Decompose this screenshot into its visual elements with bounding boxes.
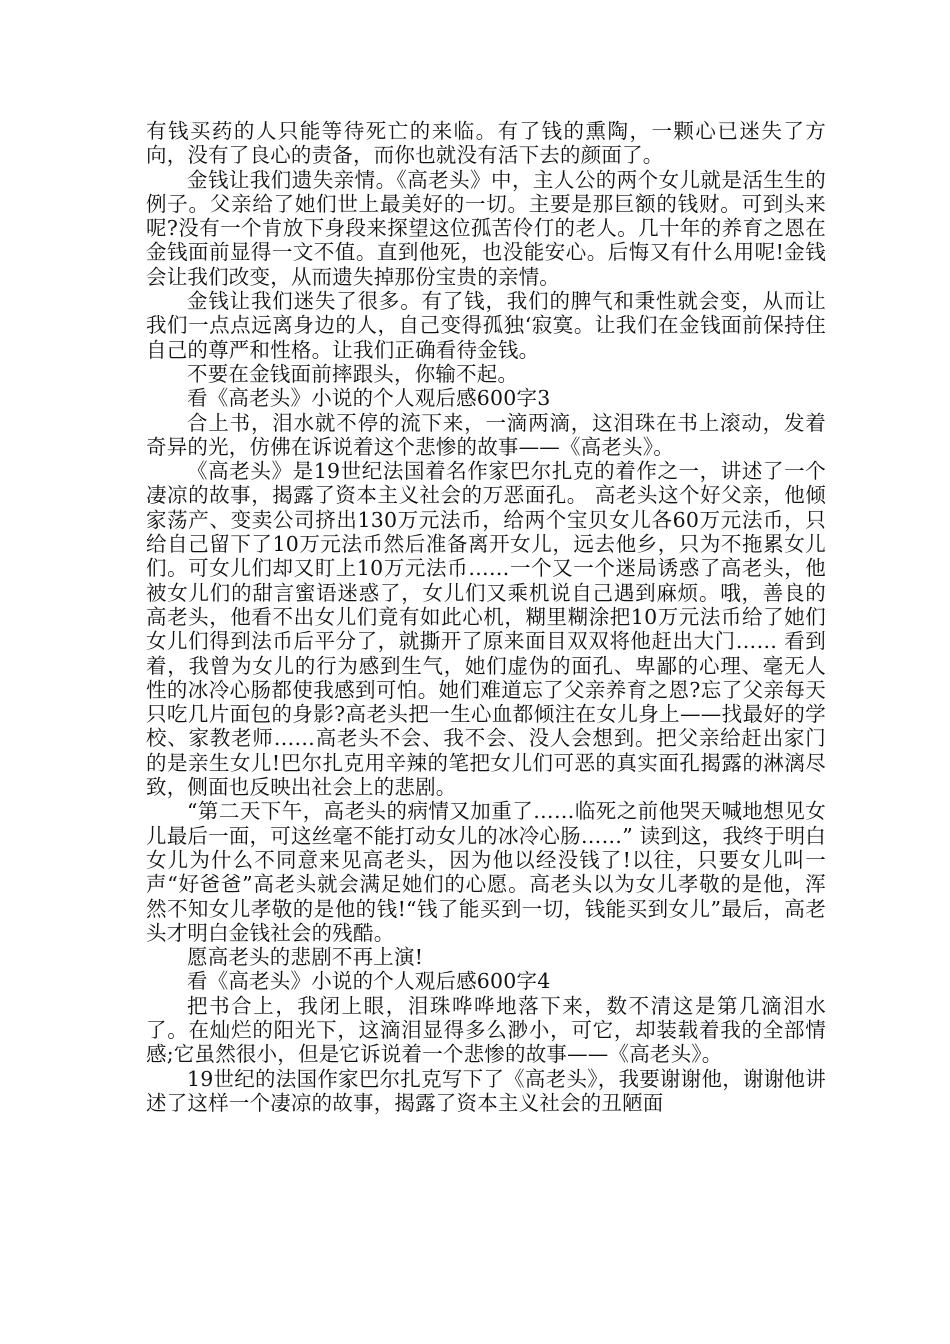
paragraph-4: 不要在金钱面前摔跟头，你输不起。: [187, 361, 519, 386]
body-text: [146, 119, 826, 1115]
paragraph-2: 金钱让我们遗失亲情。《高老头》中，主人公的两个女儿就是活生生的例子。父亲给了她们世上最美好的一切。主要是那巨额的钱财。可到头来呢?没有一个肯放下身段来探望这位孤苦伶仃的老人。几十年的养育之恩在金钱面前显得一文不值。直到他死，也没能安心。后悔又有什么用呢!金钱会让我们改变，从而遗失掉那份宝贵的亲情。: [146, 167, 826, 289]
section-heading-4: 看《高老头》小说的个人观后感600字4: [187, 969, 551, 994]
paragraph-5: 合上书，泪水就不停的流下来，一滴两滴，这泪珠在书上滚动，发着奇异的光，仿佛在诉说着这个悲惨的故事——《高老头》。: [146, 410, 826, 459]
paragraph-7: “第二天下午，高老头的病情又加重了……临死之前他哭天喊地想见女儿最后一面，可这丝毫不能打动女儿的冰冷心肠……” 读到这，我终于明白女儿为什么不同意来见高老头，因为他以经没钱了!以往，只要女儿叫一声“好爸爸”高老头就会满足她们的心愿。高老头以为女儿孝敬的是他，浑然不知女儿孝敬的是他的钱!“钱了能买到一切，钱能买到女儿”最后，高老头才明白金钱社会的残酷。: [146, 799, 826, 945]
paragraph-10: 19世纪的法国作家巴尔扎克写下了《高老头》，我要谢谢他，谢谢他讲述了这样一个凄凉的故事，揭露了资本主义社会的丑陋面: [146, 1066, 826, 1115]
section-heading-3: 看《高老头》小说的个人观后感600字3: [187, 386, 551, 411]
paragraph-9: 把书合上，我闭上眼，泪珠哗哗地落下来，数不清这是第几滴泪水了。在灿烂的阳光下，这滴泪显得多么渺小，可它，却装载着我的全部情感;它虽然很小，但是它诉说着一个悲惨的故事——《高老头》。: [146, 993, 826, 1067]
paragraph-8: 愿高老头的悲剧不再上演!: [187, 945, 424, 970]
paragraph-6: 《高老头》是19世纪法国着名作家巴尔扎克的着作之一，讲述了一个凄凉的故事，揭露了资本主义社会的万恶面孔。 高老头这个好父亲，他倾家荡产、变卖公司挤出130万元法币，给两个宝贝女儿各60万元法币，只给自己留下了10万元法币然后准备离开女儿，远去他乡，只为不拖累女儿们。可女儿们却又盯上10万元法币……一个又一个迷局诱惑了高老头，他被女儿们的甜言蜜语迷惑了，女儿们又乘机说自己遇到麻烦。哦，善良的高老头，他看不出女儿们竟有如此心机，糊里糊涂把10万元法币给了她们女儿们得到法币后平分了，就撕开了原来面目双双将他赶出大门…… 看到着，我曾为女儿的行为感到生气，她们虚伪的面孔、卑鄙的心理、毫无人性的冰冷心肠都使我感到可怕。她们难道忘了父亲养育之恩?忘了父亲每天只吃几片面包的身影?高老头把一生心血都倾注在女儿身上——找最好的学校、家教老师……高老头不会、我不会、没人会想到。把父亲给赶出家门的是亲生女儿!巴尔扎克用辛辣的笔把女儿们可恶的真实面孔揭露的淋漓尽致，侧面也反映出社会上的悲剧。: [146, 459, 826, 800]
paragraph-3: 金钱让我们迷失了很多。有了钱，我们的脾气和秉性就会变，从而让我们一点点远离身边的人，自己变得孤独‘寂寞。让我们在金钱面前保持住自己的尊严和性格。让我们正确看待金钱。: [146, 289, 826, 362]
paragraph-1: 有钱买药的人只能等待死亡的来临。有了钱的熏陶，一颗心已迷失了方向，没有了良心的责备，而你也就没有活下去的颜面了。: [146, 119, 826, 168]
